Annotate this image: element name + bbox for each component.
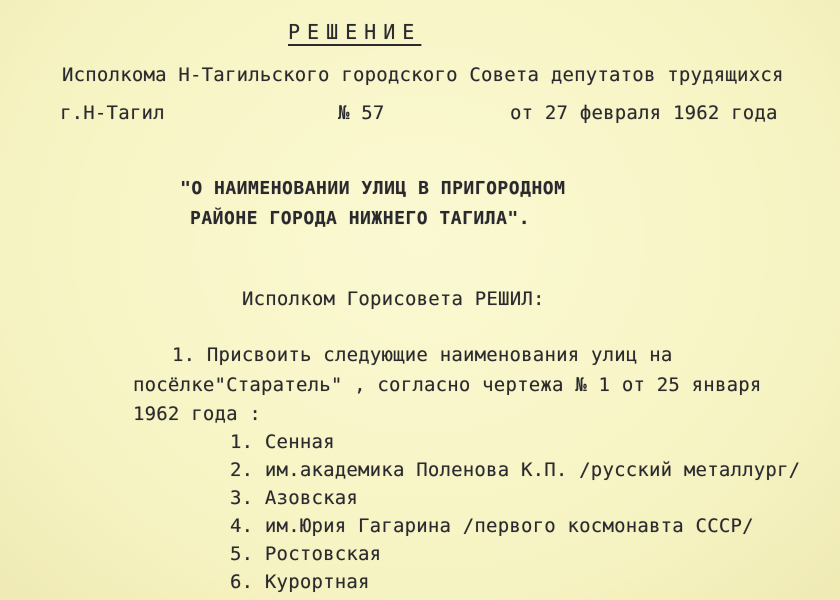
clause-1-line-1: 1. Присвоить следующие наименования улиц на xyxy=(172,344,673,366)
street-list-item: 5. Ростовская xyxy=(230,543,382,565)
subject-line-1: "О НАИМЕНОВАНИИ УЛИЦ В ПРИГОРОДНОМ xyxy=(180,178,566,199)
street-list-item: 6. Курортная xyxy=(230,571,370,593)
street-list-item: 4. им.Юрия Гагарина /первого космонавта СССР/ xyxy=(230,515,754,537)
clause-1-line-2: посёлке"Старатель" , согласно чертежа № 1 от 25 января xyxy=(133,374,762,396)
subject-line-2: РАЙОНЕ ГОРОДА НИЖНЕГО ТАГИЛА". xyxy=(190,208,531,229)
resolved-heading: Исполком Горисовета РЕШИЛ: xyxy=(242,288,545,310)
clause-1-line-3: 1962 года : xyxy=(133,403,262,425)
issuer-line: Исполкома Н-Тагильского городского Совета депутатов трудящихся xyxy=(62,64,784,86)
street-list-item: 3. Азовская xyxy=(230,487,359,509)
decision-number: № 57 xyxy=(338,102,385,124)
street-list-item: 1. Сенная xyxy=(230,431,335,453)
city-label: г.Н-Тагил xyxy=(60,102,165,124)
decision-date: от 27 февраля 1962 года xyxy=(510,102,778,124)
document-title: РЕШЕНИЕ xyxy=(288,20,422,44)
street-list-item: 2. им.академика Поленова К.П. /русский металлург/ xyxy=(230,459,801,481)
